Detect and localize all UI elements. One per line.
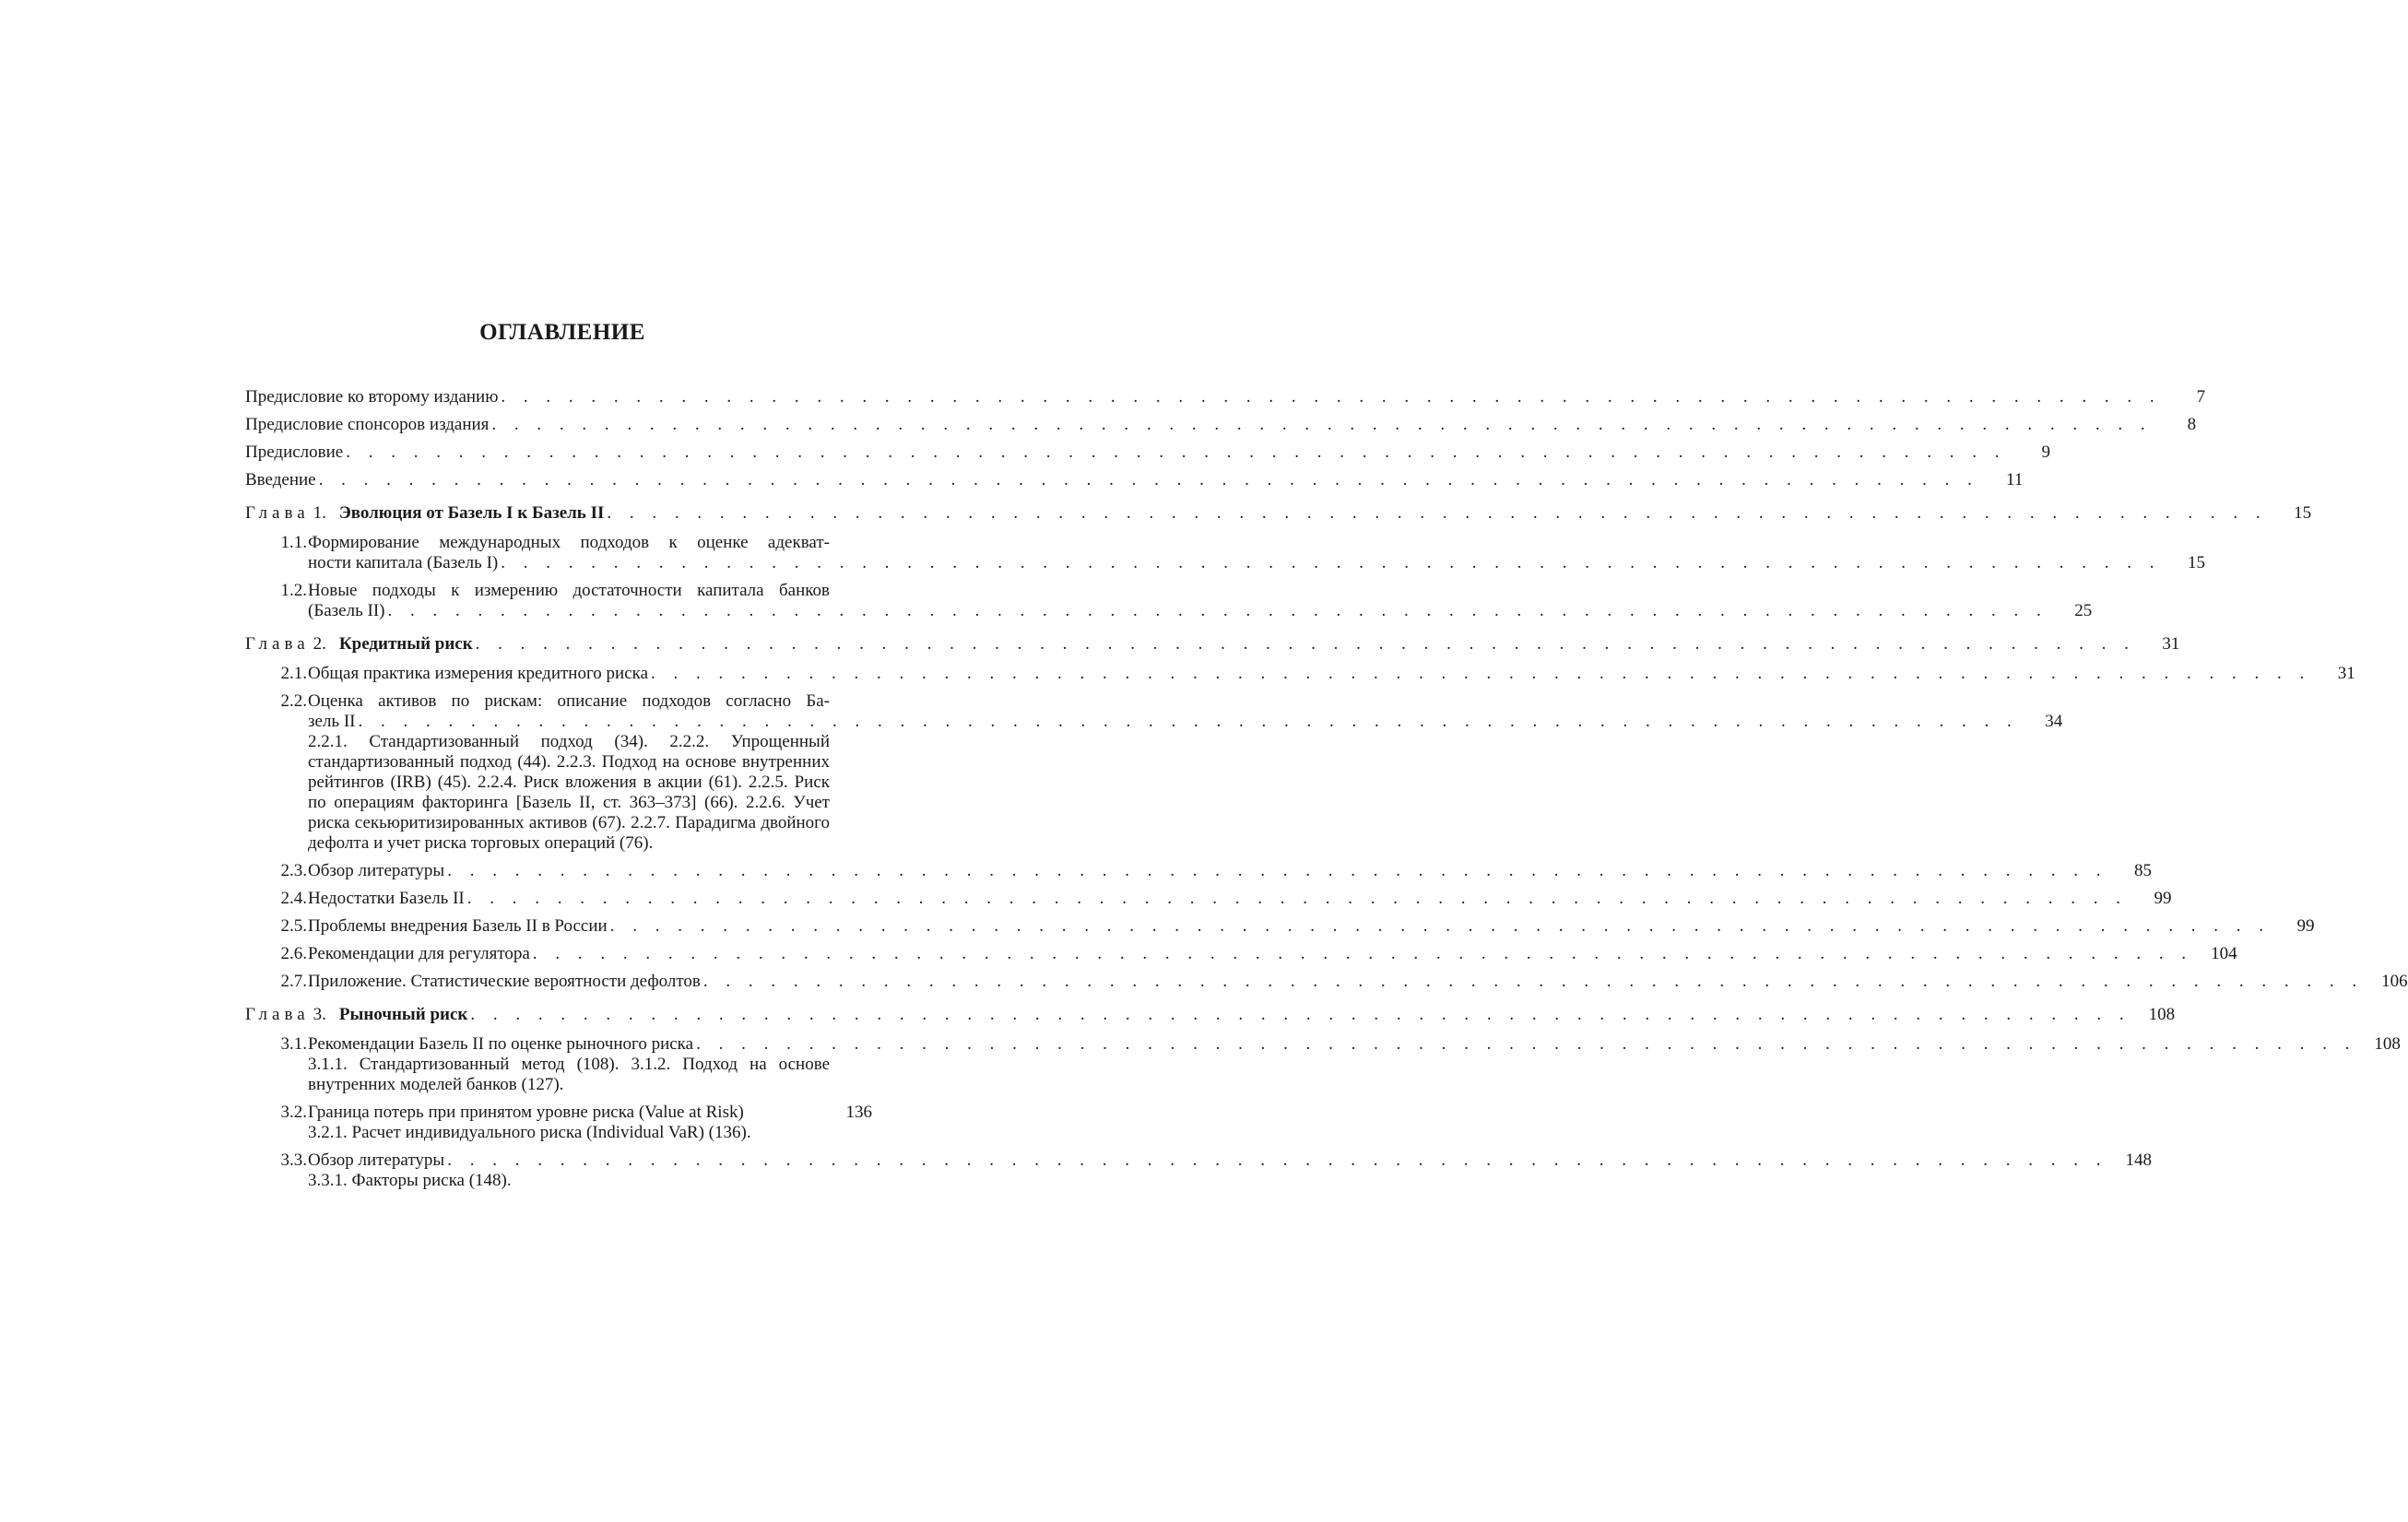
entry-text: ности капитала (Базель I) <box>308 553 499 572</box>
page-number: 104 <box>2211 944 2237 963</box>
dot-leader: . . . . . . . . . . . . . . . . . . . . . . . . . . . . . . . . . . . . . . . . . . . . . . . . . . . . . . . . . . . . . . . . . . . . . . . . . . <box>475 634 2136 654</box>
dot-leader: . . . . . . . . . . . . . . . . . . . . . . . . . . . . . . . . . . . . . . . . . . . . . . . . . . . . . . . . . . . . . . . . . . . . . . . . . . <box>346 442 2006 462</box>
entry-line <box>308 553 2205 573</box>
page-number: 9 <box>2041 442 2050 462</box>
section-number: 2.6. <box>280 944 307 963</box>
chapter-number: 3. <box>313 1005 326 1024</box>
entry-title <box>308 664 648 684</box>
page-number: 31 <box>2337 664 2355 683</box>
entry-title <box>308 861 444 881</box>
entry-text: Проблемы внедрения Базель II в России <box>308 916 608 936</box>
chapter-title: Кредитный риск <box>338 634 473 654</box>
section-number: 2.5. <box>280 916 307 936</box>
section-body <box>308 861 2152 881</box>
entry-title <box>245 1005 467 1025</box>
chapter-prefix: Глава <box>245 503 310 523</box>
section-body <box>308 691 2063 854</box>
entry-body <box>245 387 2206 407</box>
entry-title <box>308 972 701 992</box>
page-number: 25 <box>2074 601 2093 620</box>
table-of-contents <box>245 387 2408 1198</box>
entry-line <box>245 442 2050 463</box>
chapter-entry <box>245 503 2312 524</box>
chapter-prefix: Глава <box>245 634 310 654</box>
page-number: 85 <box>2133 861 2152 880</box>
section-body <box>308 1103 872 1143</box>
entry-line <box>245 634 2180 655</box>
section-number: 1.2. <box>280 581 307 600</box>
entry-line <box>245 387 2206 407</box>
page-number: 106 <box>2381 972 2408 991</box>
entry-line <box>308 712 2063 732</box>
entry-title <box>245 634 473 655</box>
page-number: 15 <box>2294 503 2312 523</box>
chapter-prefix: Глава <box>245 1005 310 1024</box>
page-number: 7 <box>2196 387 2206 407</box>
section-entry <box>264 1150 2152 1191</box>
dot-leader: . . . . . . . . . . . . . . . . . . . . . . . . . . . . . . . . . . . . . . . . . . . . . . . . . . . . . . . . . . . . . . . . . . . . . . . . . . <box>358 712 2019 731</box>
entry-body <box>245 442 2050 463</box>
page-number: 108 <box>2148 1005 2176 1024</box>
entry-line <box>308 1034 2401 1055</box>
entry-body <box>245 1005 2176 1025</box>
section-body <box>308 944 2237 964</box>
section-entry <box>264 972 2408 992</box>
chapter-entry <box>245 634 2180 655</box>
chapter-number: 2. <box>313 634 326 654</box>
page-number: 8 <box>2187 415 2197 434</box>
chapter-number: 1. <box>313 503 326 523</box>
subsection-list: 3.3.1. Факторы риска (148). <box>308 1171 512 1190</box>
section-entry <box>264 533 2205 573</box>
page-number: 11 <box>2006 470 2024 490</box>
entry-text: Предисловие спонсоров издания <box>245 415 490 434</box>
page-number: 31 <box>2162 634 2180 654</box>
page-number: 136 <box>845 1103 872 1122</box>
entry-line <box>245 415 2197 435</box>
section-entry <box>264 944 2237 964</box>
subsection-list: 2.2.1. Стандартизованный подход (34). 2.2.2. Упрощенный стандартизованный подход (44). 2.2.3. Подход на основе внутренних рейтингов (IRB) (45). 2.2.4. Риск вложения в акции (61). 2.2.5. Риск по операциям факторинга [Базель II, ст. 363–373] (66). 2.2.6. Учет риска секьюритизированных активов (67). 2.2.7. Парадигма двойного дефолта и учет риска торговых операций (76). <box>308 732 830 853</box>
dot-leader: . . . . . . . . . . . . . . . . . . . . . . . . . . . . . . . . . . . . . . . . . . . . . . . . . . . . . . . . . . . . . . . . . . . . . . . . . . <box>696 1034 2356 1054</box>
section-entry <box>264 581 2093 621</box>
section-entry <box>264 861 2152 881</box>
chapter-title: Рыночный риск <box>338 1005 468 1024</box>
section-entry <box>264 664 2355 684</box>
dot-leader: . . . . . . . . . . . . . . . . . . . . . . . . . . . . . . . . . . . . . . . . . . . . . . . . . . . . . . . . . . . . . . . . . . . . . . . . . . <box>387 601 2048 620</box>
entry-line <box>308 664 2355 684</box>
entry-line <box>245 470 2024 490</box>
entry-text: Недостатки Базель II <box>308 889 465 908</box>
entry-body <box>245 415 2197 435</box>
entry-line <box>308 1150 2152 1171</box>
dot-leader: . . . . . . . . . . . . . . . . . . . . . . . . . . . . . . . . . . . . . . . . . . . . . . . . . . . . . . . . . . . . . . . . . . . . . . . . . . <box>702 972 2364 991</box>
front-entry <box>245 415 2197 435</box>
dot-leader: . . . . . . . . . . . . . . . . . . . . . . . . . . . . . . . . . . . . . . . . . . . . . . . . . . . . . . . . . . . . . . . . . . . . . . . . . . <box>651 664 2311 683</box>
entry-title <box>308 916 608 937</box>
entry-text: (Базель II) <box>308 601 385 620</box>
entry-line <box>308 916 2315 937</box>
entry-text: Предисловие ко второму изданию <box>245 387 499 407</box>
dot-leader: . . . . . . . . . . . . . . . . . . . . . . . . . . . . . . . . . . . . . . . . . . . . . . . . . . . . . . . . . . . . . . . . . . . . . . . . . . <box>491 415 2153 434</box>
entry-body <box>245 634 2180 655</box>
entry-text: Обзор литературы <box>308 861 445 880</box>
section-body <box>308 664 2355 684</box>
entry-title <box>308 1103 744 1123</box>
entry-title <box>308 1150 444 1171</box>
page-number: 99 <box>2154 889 2172 908</box>
subsection-list: 3.1.1. Стандартизованный метод (108). 3.1.2. Подход на основе внутренних моделей банков (127). <box>308 1055 830 1094</box>
section-body <box>308 581 2093 621</box>
section-body <box>308 889 2172 909</box>
section-entry <box>264 691 2063 854</box>
entry-title <box>308 553 498 573</box>
section-number: 2.2. <box>280 691 307 711</box>
dot-leader: . . . . . . . . . . . . . . . . . . . . . . . . . . . . . . . . . . . . . . . . . . . . . . . . . . . . . . . . . . . . . . . . . . . . . . . . . . <box>470 1005 2131 1024</box>
dot-leader: . . . . . . . . . . . . . . . . . . . . . . . . . . . . . . . . . . . . . . . . . . . . . . . . . . . . . . . . . . . . . . . . . . . . . . . . . . <box>609 916 2271 936</box>
entry-title <box>245 415 489 435</box>
section-body <box>308 916 2315 937</box>
dot-leader: . . . . . . . . . . . . . . . . . . . . . . . . . . . . . . . . . . . . . . . . . . . . . . . . . . . . . . . . . . . . . . . . . . . . . . . . . . <box>447 1150 2107 1170</box>
entry-text: Общая практика измерения кредитного риска <box>308 664 649 683</box>
entry-line <box>308 601 2093 621</box>
section-number: 1.1. <box>280 533 307 552</box>
entry-line <box>308 1103 872 1123</box>
front-entry <box>245 442 2050 463</box>
entry-title <box>308 712 356 732</box>
page-number: 108 <box>2374 1034 2401 1054</box>
entry-title <box>245 503 604 524</box>
entry-title <box>245 387 498 407</box>
entry-line <box>308 861 2152 881</box>
page-number: 15 <box>2187 553 2205 572</box>
section-number: 2.7. <box>280 972 307 991</box>
section-entry <box>264 889 2172 909</box>
section-number: 2.4. <box>280 889 307 908</box>
dot-leader: . . . . . . . . . . . . . . . . . . . . . . . . . . . . . . . . . . . . . . . . . . . . . . . . . . . . . . . . . . . . . . . . . . . . . . . . . . <box>466 889 2128 908</box>
section-number: 3.3. <box>280 1150 307 1170</box>
section-line: Формирование международных подходов к оценке адекват- <box>308 533 830 552</box>
subsection-list: 3.2.1. Расчет индивидуального риска (Individual VaR) (136). <box>308 1123 751 1142</box>
entry-line <box>308 944 2237 964</box>
entry-body <box>245 470 2024 490</box>
entry-title <box>308 1034 693 1055</box>
entry-text: Приложение. Статистические вероятности дефолтов <box>308 972 701 991</box>
chapter-title: Эволюция от Базель I к Базель II <box>338 503 605 523</box>
dot-leader: . . . . . . . . . . . . . . . . . . . . . . . . . . . . . . . . . . . . . . . . . . . . . . . . . . . . . . . . . . . . . . . . . . . . . . . . . . <box>607 503 2268 523</box>
section-entry <box>264 1103 872 1143</box>
entry-title <box>245 442 343 463</box>
section-body <box>308 533 2205 573</box>
page-title: ОГЛАВЛЕНИЕ <box>479 320 645 345</box>
section-line: Новые подходы к измерению достаточности капитала банков <box>308 581 830 600</box>
entry-body <box>245 503 2312 524</box>
entry-title <box>308 601 385 621</box>
section-number: 2.3. <box>280 861 307 880</box>
entry-line <box>245 1005 2176 1025</box>
dot-leader: . . . . . . . . . . . . . . . . . . . . . . . . . . . . . . . . . . . . . . . . . . . . . . . . . . . . . . . . . . . . . . . . . . . . . . . . . . <box>447 861 2107 880</box>
entry-text: Рекомендации для регулятора <box>308 944 530 963</box>
section-body <box>308 1034 2401 1095</box>
entry-text: зель II <box>308 712 356 731</box>
entry-line <box>308 972 2408 992</box>
entry-line <box>308 889 2172 909</box>
chapter-entry <box>245 1005 2176 1025</box>
entry-title <box>308 889 465 909</box>
entry-text: Граница потерь при принятом уровне риска (Value at Risk) <box>308 1103 744 1122</box>
dot-leader: . . . . . . . . . . . . . . . . . . . . . . . . . . . . . . . . . . . . . . . . . . . . . . . . . . . . . . . . . . . . . . . . . . . . . . . . . . <box>501 387 2162 407</box>
section-number: 3.1. <box>280 1034 307 1054</box>
entry-text: Рекомендации Базель II по оценке рыночного риска <box>308 1034 694 1054</box>
section-entry <box>264 1034 2401 1095</box>
dot-leader: . . . . . . . . . . . . . . . . . . . . . . . . . . . . . . . . . . . . . . . . . . . . . . . . . . . . . . . . . . . . . . . . . . . . . . . . . . <box>532 944 2193 963</box>
page-number: 34 <box>2045 712 2063 731</box>
front-entry <box>245 470 2024 490</box>
section-entry <box>264 916 2315 937</box>
entry-text: Обзор литературы <box>308 1150 445 1170</box>
section-body <box>308 1150 2152 1191</box>
entry-title <box>245 470 316 490</box>
entry-title <box>308 944 530 964</box>
dot-leader: . . . . . . . . . . . . . . . . . . . . . . . . . . . . . . . . . . . . . . . . . . . . . . . . . . . . . . . . . . . . . . . . . . . . . . . . . . <box>318 470 1979 490</box>
front-entry <box>245 387 2206 407</box>
section-number: 3.2. <box>280 1103 307 1122</box>
dot-leader: . . . . . . . . . . . . . . . . . . . . . . . . . . . . . . . . . . . . . . . . . . . . . . . . . . . . . . . . . . . . . . . . . . . . . . . . . . <box>501 553 2161 572</box>
section-body <box>308 972 2408 992</box>
page-number: 99 <box>2296 916 2315 936</box>
section-number: 2.1. <box>280 664 307 683</box>
page-number: 148 <box>2125 1150 2152 1170</box>
entry-line <box>245 503 2312 524</box>
section-line: Оценка активов по рискам: описание подходов согласно Ба- <box>308 691 830 711</box>
entry-text: Введение <box>245 470 316 490</box>
entry-text: Предисловие <box>245 442 344 462</box>
